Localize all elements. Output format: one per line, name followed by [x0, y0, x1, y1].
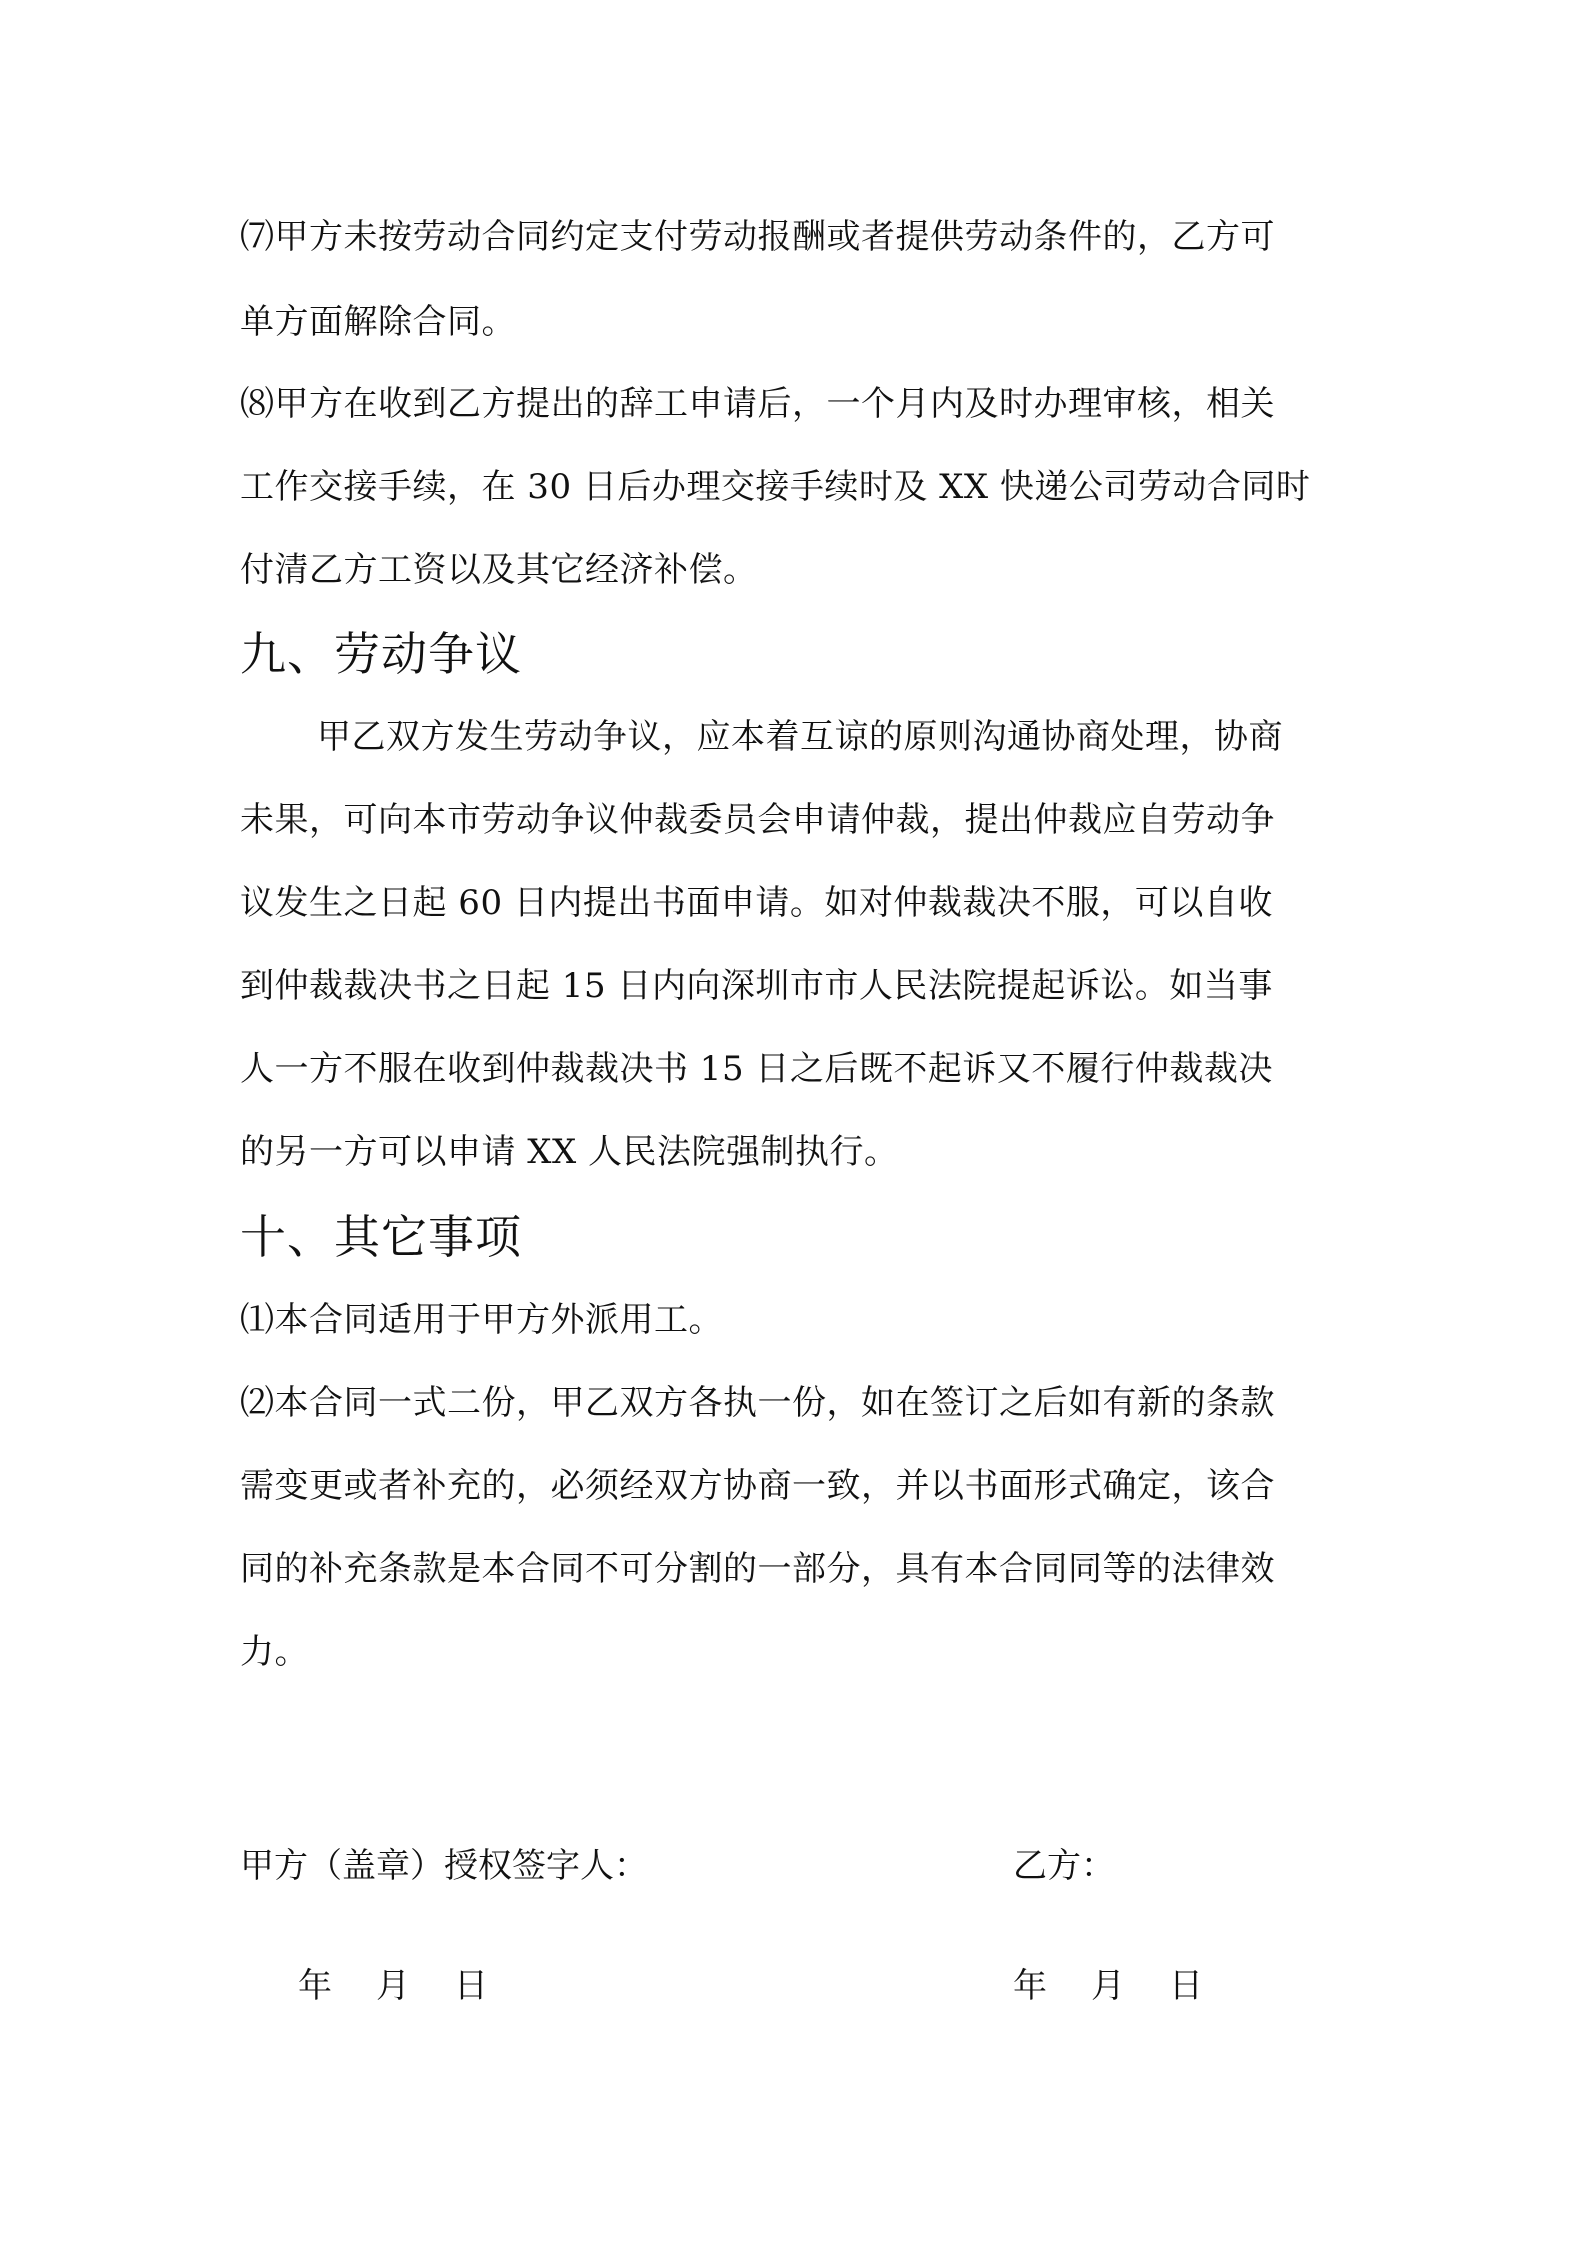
- party-b-signature-label: 乙方：: [1013, 1846, 1115, 1886]
- section-9-line: 未果，可向本市劳动争议仲裁委员会申请仲裁，提出仲裁应自劳动争: [240, 800, 1275, 840]
- section-9-line: 的另一方可以申请 XX 人民法院强制执行。: [240, 1132, 899, 1172]
- section-9-line: 到仲裁裁决书之日起 15 日内向深圳市市人民法院提起诉讼。如当事: [240, 966, 1273, 1006]
- section-10-heading: 十、其它事项: [240, 1210, 522, 1264]
- date-year: 年: [1013, 1966, 1047, 2006]
- clause-8-line-3: 付清乙方工资以及其它经济补偿。: [240, 550, 758, 590]
- section-10-item-2-line: ⑵本合同一式二份，甲乙双方各执一份，如在签订之后如有新的条款: [240, 1383, 1275, 1423]
- date-day: 日: [1169, 1966, 1203, 2006]
- date-month: 月: [1091, 1966, 1125, 2006]
- section-9-line: 人一方不服在收到仲裁裁决书 15 日之后既不起诉又不履行仲裁裁决: [240, 1049, 1273, 1089]
- section-9-line: 议发生之日起 60 日内提出书面申请。如对仲裁裁决不服，可以自收: [240, 883, 1273, 923]
- party-a-date: [298, 1964, 532, 2008]
- section-9-heading: 九、劳动争议: [240, 627, 522, 681]
- date-month: 月: [376, 1966, 410, 2006]
- date-day: 日: [454, 1966, 488, 2006]
- clause-8-line-2: 工作交接手续，在 30 日后办理交接手续时及 XX 快递公司劳动合同时: [240, 467, 1311, 507]
- date-year: 年: [298, 1966, 332, 2006]
- clause-8-line-1: ⑻甲方在收到乙方提出的辞工申请后，一个月内及时办理审核，相关: [240, 384, 1275, 424]
- section-10-item-2-line: 需变更或者补充的，必须经双方协商一致，并以书面形式确定，该合: [240, 1466, 1275, 1506]
- section-10-item-2-line: 力。: [240, 1632, 309, 1672]
- clause-7-line-2: 单方面解除合同。: [240, 302, 516, 342]
- section-10-item-2-line: 同的补充条款是本合同不可分割的一部分，具有本合同同等的法律效: [240, 1549, 1275, 1589]
- section-10-item-1: ⑴本合同适用于甲方外派用工。: [240, 1300, 723, 1340]
- section-9-line: 甲乙双方发生劳动争议，应本着互谅的原则沟通协商处理，协商: [317, 717, 1283, 757]
- party-b-date: [1013, 1964, 1247, 2008]
- party-a-signature-label: 甲方（盖章）授权签字人：: [240, 1846, 648, 1886]
- clause-7-line-1: ⑺甲方未按劳动合同约定支付劳动报酬或者提供劳动条件的，乙方可: [240, 217, 1275, 257]
